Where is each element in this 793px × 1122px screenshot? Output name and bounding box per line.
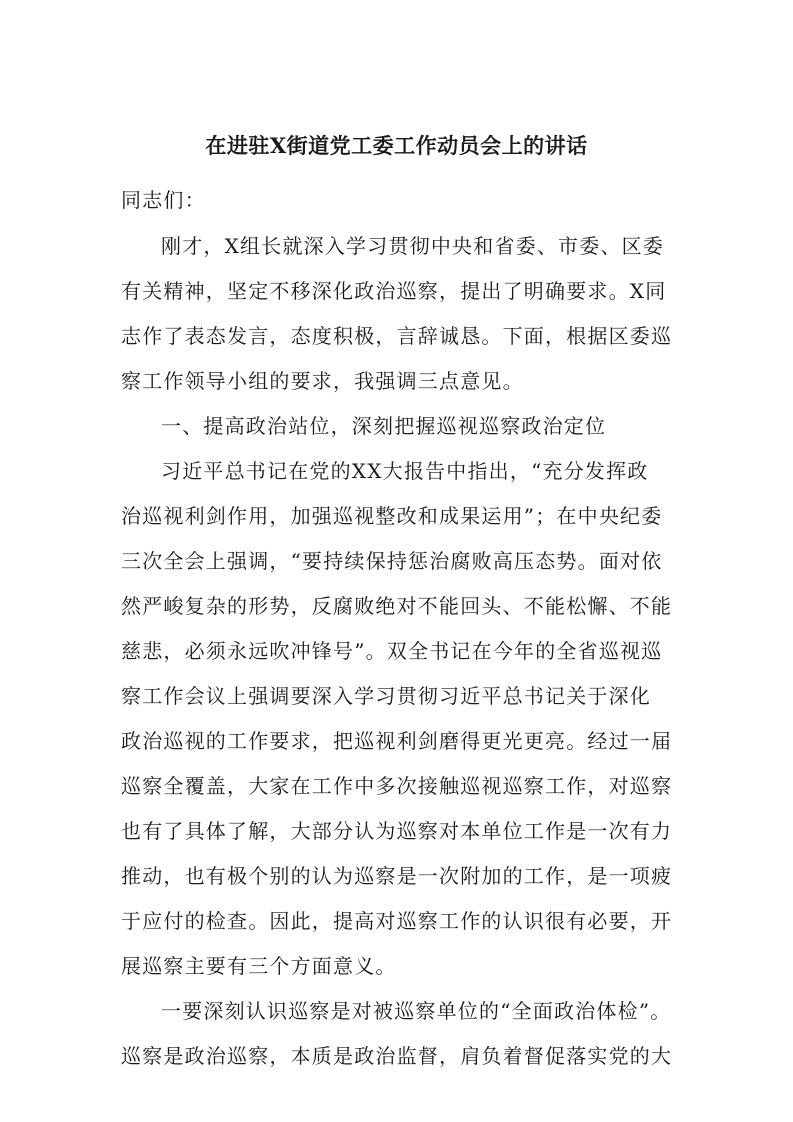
paragraph-line: 有关精神，坚定不移深化政治巡察，提出了明确要求。X同 [121, 279, 667, 303]
paragraph-line: 巡察是政治巡察，本质是政治监督，肩负着督促落实党的大 [121, 1044, 673, 1068]
paragraph-line: 于应付的检查。因此，提高对巡察工作的认识很有必要，开 [121, 909, 673, 933]
paragraph-line: 巡察全覆盖，大家在工作中多次接触巡视巡察工作，对巡察 [121, 774, 673, 798]
paragraph-line: 然严峻复杂的形势，反腐败绝对不能回头、不能松懈、不能 [121, 594, 673, 618]
paragraph-line: 习近平总书记在党的XX大报告中指出，“充分发挥政 [161, 459, 649, 483]
paragraph-line: 治巡视利剑作用，加强巡视整改和成果运用”；在中央纪委 [121, 504, 663, 528]
salutation: 同志们： [121, 188, 206, 212]
paragraph-line: 察工作领导小组的要求，我强调三点意见。 [121, 369, 524, 393]
paragraph-line: 慈悲，必须永远吹冲锋号”。双全书记在今年的全省巡视巡 [121, 639, 663, 663]
paragraph-line: 一要深刻认识巡察是对被巡察单位的“全面政治体检”。 [161, 999, 672, 1023]
paragraph-line: 刚才，X组长就深入学习贯彻中央和省委、市委、区委 [161, 234, 665, 258]
paragraph-line: 三次全会上强调，“要持续保持惩治腐败高压态势。面对依 [121, 549, 663, 573]
paragraph-line: 政治巡视的工作要求，把巡视利剑磨得更光更亮。经过一届 [121, 729, 673, 753]
paragraph-line: 展巡察主要有三个方面意义。 [121, 954, 397, 978]
document-title: 在进驻X街道党工委工作动员会上的讲话 [205, 133, 588, 158]
paragraph-line: 推动，也有极个别的认为巡察是一次附加的工作，是一项疲 [121, 864, 673, 888]
paragraph-line: 也有了具体了解，大部分认为巡察对本单位工作是一次有力 [121, 819, 673, 843]
paragraph-line: 志作了表态发言，态度积极，言辞诚恳。下面，根据区委巡 [121, 324, 673, 348]
section-heading: 一、提高政治站位，深刻把握巡视巡察政治定位 [161, 414, 607, 438]
paragraph-line: 察工作会议上强调要深入学习贯彻习近平总书记关于深化 [121, 684, 651, 708]
